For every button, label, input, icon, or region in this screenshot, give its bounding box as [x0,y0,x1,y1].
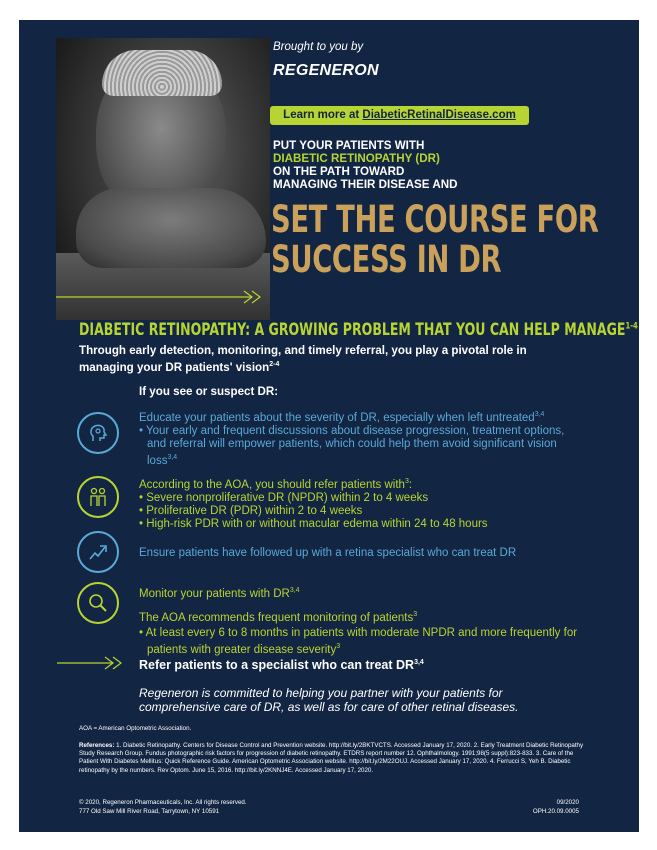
head-profile-icon [77,412,119,454]
double-chevron-arrow-icon [56,290,266,304]
document-code: 09/2020 OPH.20.09.0005 [532,799,579,815]
list-item: • At least every 6 to 8 months in patients with moderate NPDR and more frequently for patients with greater disease severity$^3$ [139,627,579,657]
monitor-item: Monitor your patients with DR$^{3,4}$ The AOA recommends frequent monitoring of patients$^3$ • At least every 6 to 8 months in patients with moderate NPDR and more frequently for patients with greater disease severity$^3$ [139,584,579,656]
flyer-page [19,20,639,832]
refer-statement: Refer patients to a specialist who can treat DR$^{3,4}$ [139,658,424,672]
section-title: DIABETIC RETINOPATHY: A GROWING PROBLEM THAT YOU CAN HELP MANAGE$^{1-4}$ [79,320,638,339]
references: References: 1. Diabetic Retinopathy. Centers for Disease Control and Prevention website. http://bit.ly/2BKTVCTS. Accessed January 17, 2020. 2. Early Treatment Diabetic Retinopathy Study Research Group. Fundus photographic risk factors for progression of diabetic retinopathy. ETDRS report number 12. Ophthalmology. 1991;98(5 suppl):823-833. 3. Care of the Patient With Diabetes Mellitus: Quick Reference Guide. American Optometric Association website. http://bit.ly/2M22OUJ. Accessed January 17, 2020. 4. Ferrucci S, Yeh B. Diabetic retinopathy by the numbers. Rev Optom. June 15, 2016. http://bit.ly/2KNNJ4E. Accessed January 17, 2020. [79,742,584,774]
abbreviation-note: AOA = American Optometric Association. [79,725,192,732]
learn-more-banner[interactable] [270,106,529,125]
commitment-statement: Regeneron is committed to helping you partner with your patients for comprehensive care of DR, as well as for care of other retinal diseases. [139,686,519,714]
people-icon [77,476,119,518]
educate-item: Educate your patients about the severity of DR, especially when left untreated$^{3,4}$ • Your early and frequent discussions about disease progression, treatment options, and referral will empower patients, which could help them avoid significant vision loss$^{3,4}$ [139,408,579,468]
if-you-see-label: If you see or suspect DR: [139,385,279,398]
list-item: • Your early and frequent discussions about disease progression, treatment options, and referral will empower patients, which could help them avoid significant vision loss$^{3,4}$ [139,425,579,468]
learn-more-label: Learn more at [283,109,363,121]
main-headline: SET THE COURSE FOR SUCCESS IN DR [271,198,599,281]
list-item: • Proliferative DR (PDR) within 2 to 4 weeks [139,505,579,518]
put-patients-heading: PUT YOUR PATIENTS WITH DIABETIC RETINOPATHY (DR) ON THE PATH TOWARD MANAGING THEIR DISEASE AND [273,139,458,191]
ensure-item: Ensure patients have followed up with a retina specialist who can treat DR [139,547,517,559]
aoa-referral-item: According to the AOA, you should refer patients with$^3$: • Severe nonproliferative DR (NPDR) within 2 to 4 weeks • Proliferative DR (PDR) within 2 to 4 weeks • High-risk PDR with or without macular edema within 24 to 48 hours [139,475,579,531]
intro-paragraph: Through early detection, monitoring, and timely referral, you play a pivotal role in managing your DR patients' vision$^{2-4}$ [79,344,527,374]
upward-trend-arrow-icon [77,531,119,573]
copyright-block: © 2020, Regeneron Pharmaceuticals, Inc. All rights reserved. 777 Old Saw Mill River Road, Tarrytown, NY 10591 [79,799,247,815]
regeneron-logo: REGENERON [273,62,379,79]
list-item: • Severe nonproliferative DR (NPDR) within 2 to 4 weeks [139,492,579,505]
patient-photo [56,38,270,320]
double-chevron-arrow-icon [57,656,125,670]
website-link[interactable]: DiabeticRetinalDisease.com [362,109,516,121]
list-item: • High-risk PDR with or without macular edema within 24 to 48 hours [139,518,579,531]
magnifier-icon [77,582,119,624]
brought-to-you-by: Brought to you by [273,41,364,53]
